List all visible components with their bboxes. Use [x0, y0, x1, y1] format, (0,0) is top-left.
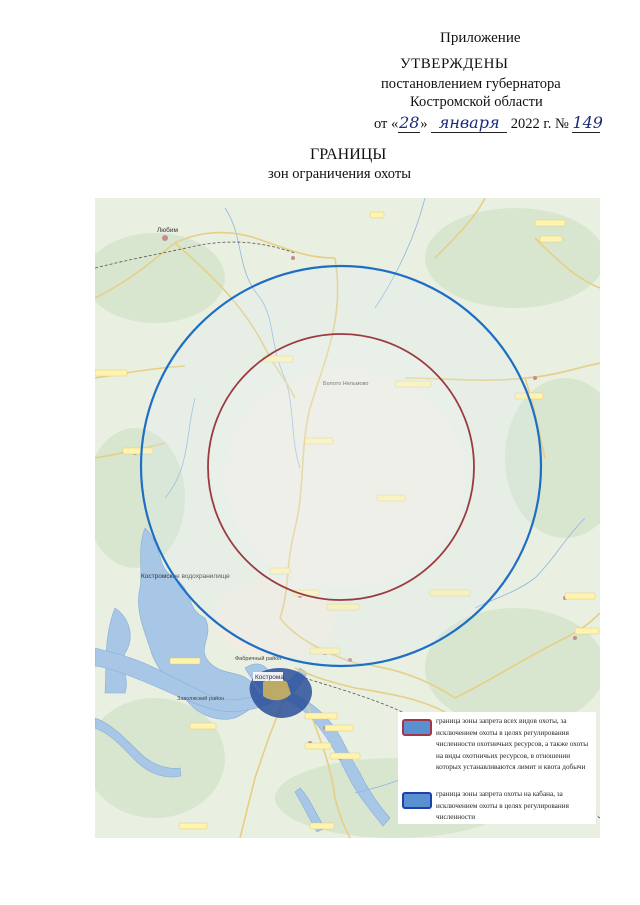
label-reservoir: Костромское водохранилище: [141, 573, 230, 580]
document-subtitle: зон ограничения охоты: [268, 166, 411, 182]
legend-item-2: граница зоны запрета охоты на кабана, за исключением охоты в целях регулирования численности: [436, 790, 569, 821]
label-fabrichny: Фабричный район: [235, 656, 282, 662]
hunting-zones-map: [95, 198, 600, 838]
label-lake: Болото Нельмово: [323, 381, 369, 387]
date-mid: »: [420, 116, 428, 132]
date-number: 149: [572, 113, 603, 132]
date-month: января: [431, 113, 507, 133]
inner-zone-circle: [208, 334, 474, 600]
date-line: [374, 113, 603, 133]
legend-item-1: граница зоны запрета всех видов охоты, за исключением охоты в целях регулирования численности охотничьих ресурсов, а также охоты на виды охотничьих ресурсов, в отношении которых устанавливаются лимит и квота добычи: [436, 717, 589, 771]
approved-by-line-1: постановлением губернатора: [381, 76, 561, 92]
date-prefix: от «: [374, 116, 399, 132]
legend-swatch-outer: [402, 792, 432, 809]
map-legend: [398, 712, 596, 824]
date-day: 28: [399, 113, 420, 132]
approved-heading: УТВЕРЖДЕНЫ: [400, 56, 509, 72]
date-year: 2022 г. №: [510, 116, 569, 132]
document-title: ГРАНИЦЫ: [310, 146, 387, 163]
label-lyubim: Любим: [157, 227, 178, 234]
label-kostroma: Кострома: [255, 674, 284, 681]
label-zavolzhsky: Заволжский район: [177, 696, 225, 702]
appendix-label: Приложение: [440, 30, 521, 46]
approved-by-line-2: Костромской области: [410, 94, 543, 110]
legend-swatch-inner: [402, 719, 432, 736]
